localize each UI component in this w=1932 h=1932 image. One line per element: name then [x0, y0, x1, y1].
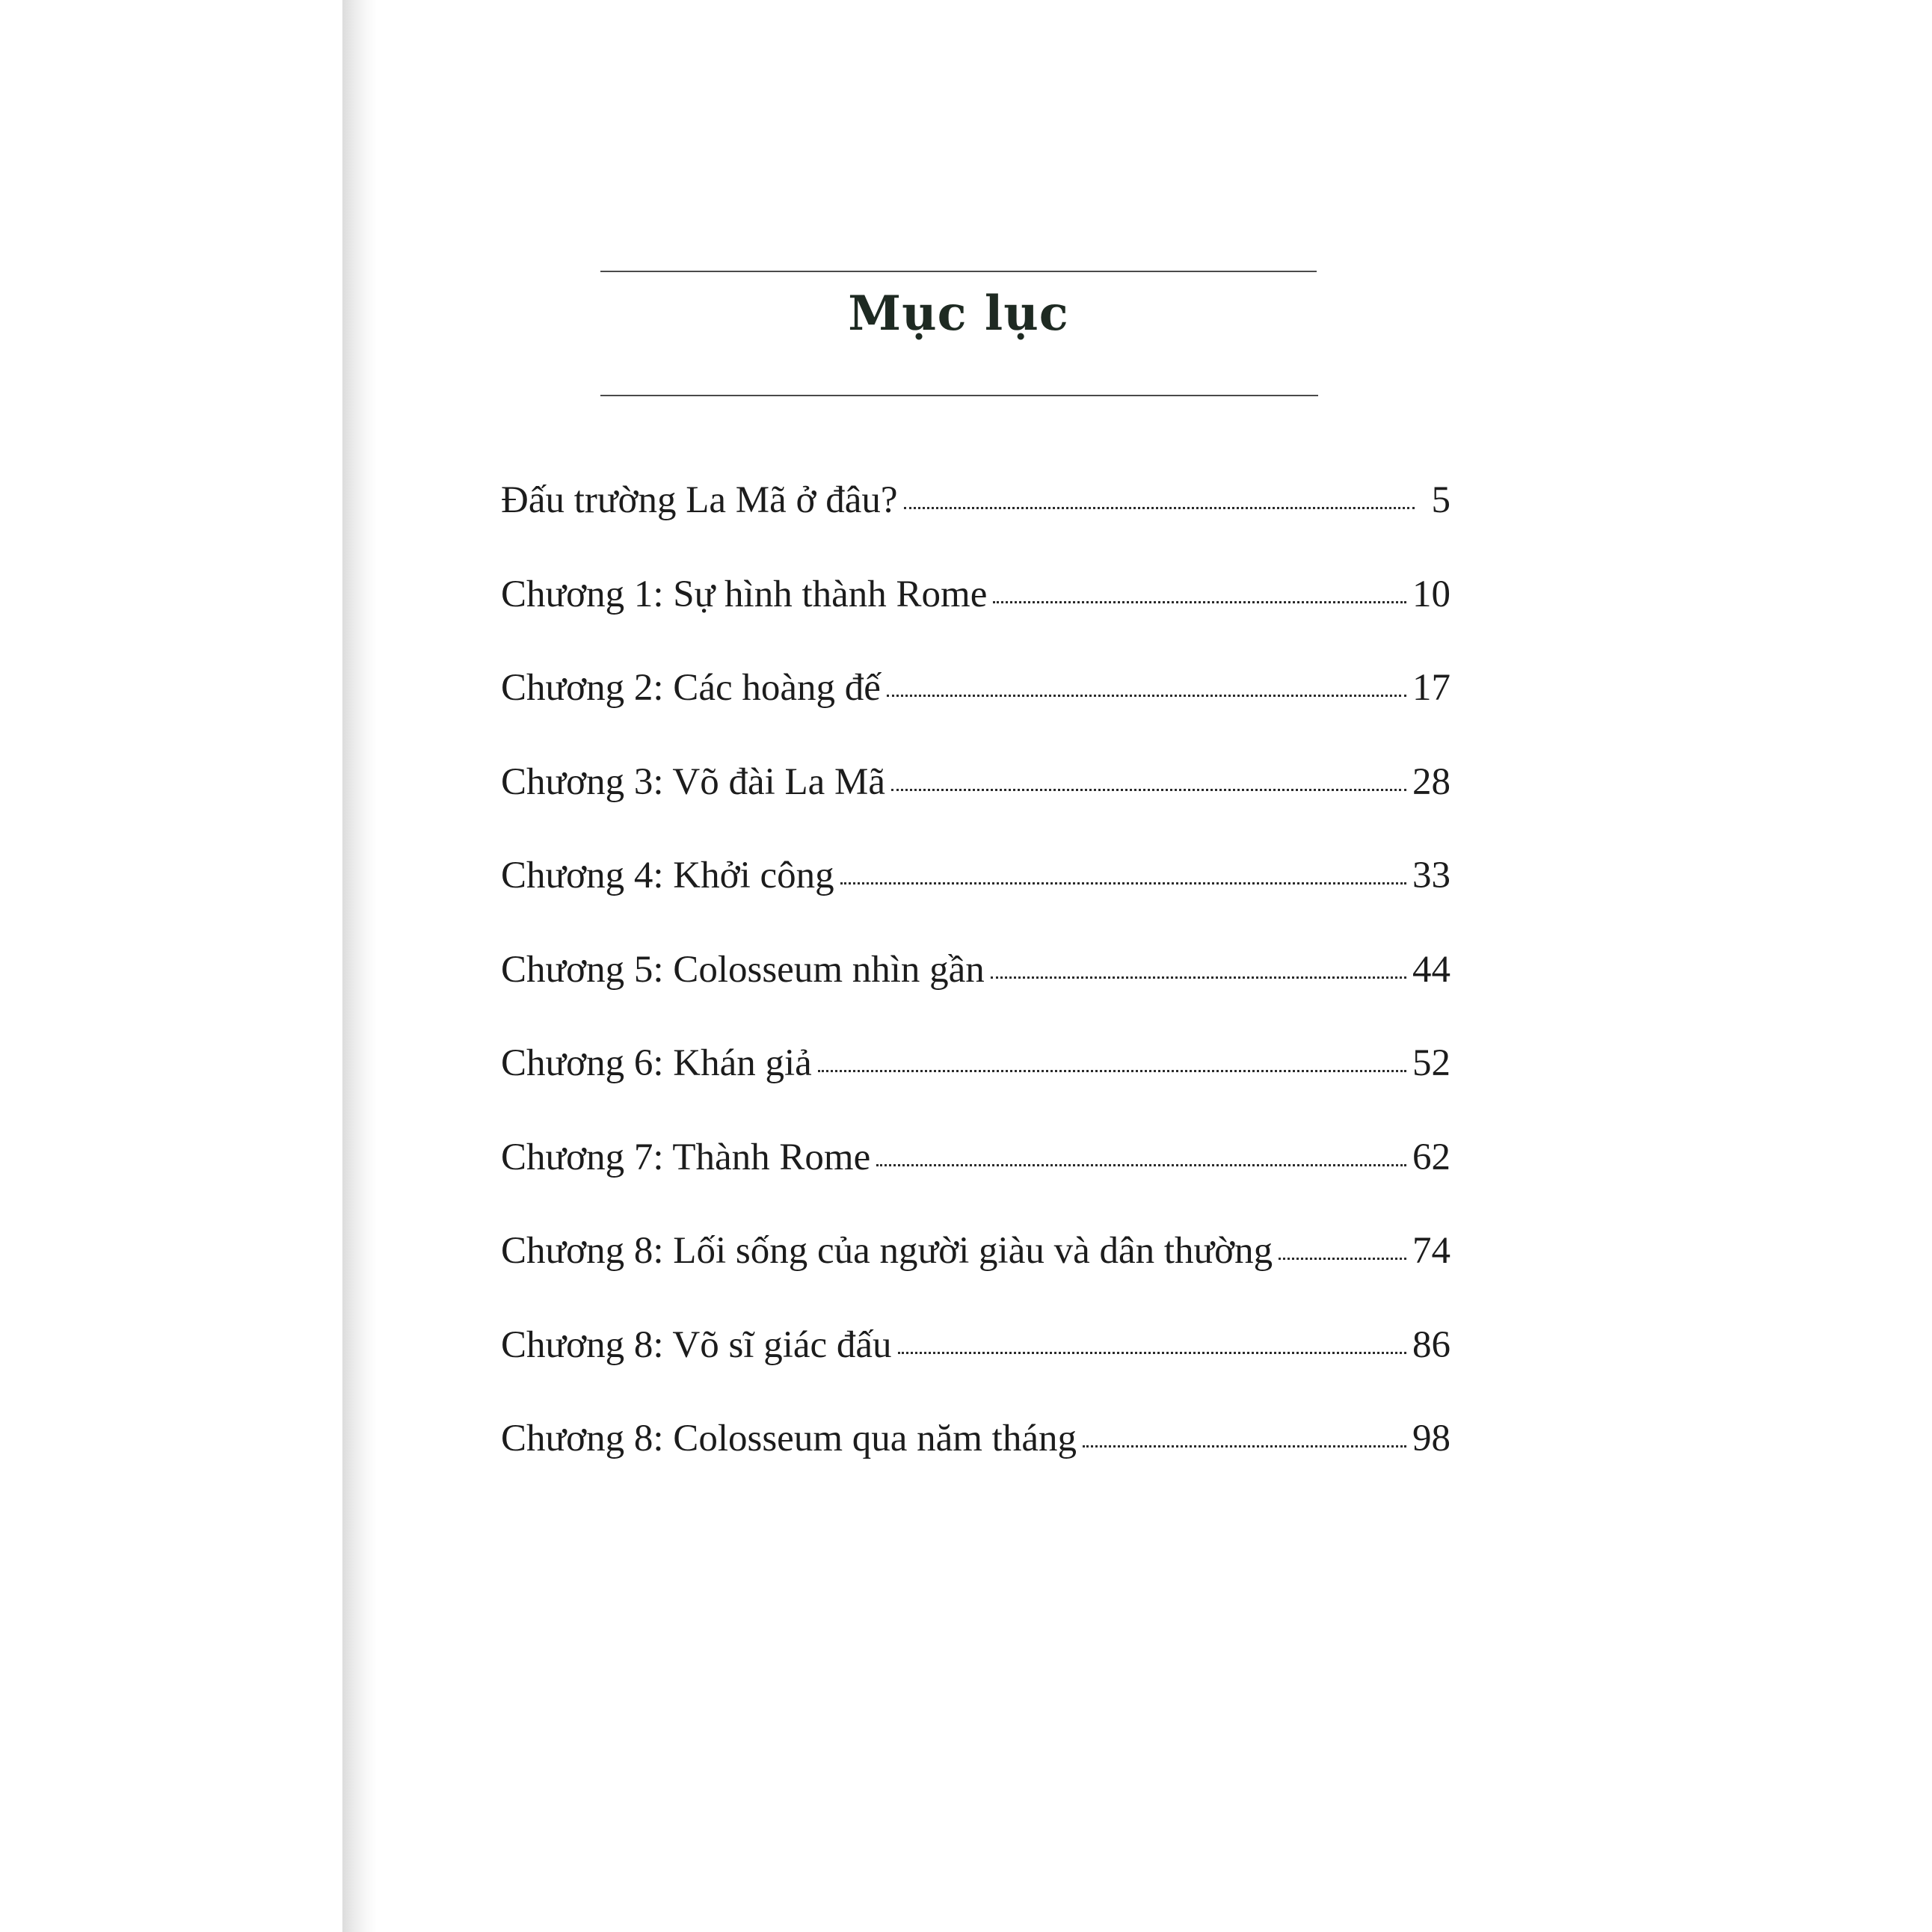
toc-entry-title: Chương 8: Võ sĩ giác đấu [501, 1323, 892, 1366]
toc-entry-page: 74 [1412, 1230, 1450, 1272]
toc-entry-title: Chương 7: Thành Rome [501, 1136, 871, 1178]
toc-entry [501, 760, 1450, 855]
toc-entry-title: Chương 5: Colosseum nhìn gần [501, 948, 985, 991]
dot-leader [993, 601, 1406, 603]
toc-entry-page: 44 [1412, 948, 1450, 991]
toc-entry [501, 1417, 1450, 1511]
heading-top-rule [600, 271, 1317, 272]
toc-entry [501, 1229, 1450, 1323]
toc-entry [501, 1323, 1450, 1418]
toc-entry [501, 479, 1450, 573]
toc-entry-page: 17 [1412, 667, 1450, 709]
toc-entry-title: Đấu trường La Mã ở đâu? [501, 479, 898, 521]
dot-leader [887, 695, 1406, 697]
toc-entry-title: Chương 1: Sự hình thành Rome [501, 573, 988, 615]
page-title: Mục lục [848, 286, 1069, 342]
page-gutter-shadow [342, 0, 377, 1932]
heading-bottom-rule [600, 395, 1318, 396]
dot-leader [840, 882, 1406, 885]
toc-entry-page: 28 [1412, 760, 1450, 803]
toc-entry-page: 86 [1412, 1323, 1450, 1366]
dot-leader [991, 976, 1406, 979]
toc-entry-title: Chương 8: Colosseum qua năm tháng [501, 1418, 1077, 1459]
toc-entry [501, 573, 1450, 667]
dot-leader [818, 1070, 1406, 1072]
toc-entry-page: 98 [1412, 1418, 1450, 1459]
dot-leader [891, 789, 1406, 791]
toc-entry-page: 5 [1431, 479, 1450, 521]
toc-entry-title: Chương 6: Khán giả [501, 1042, 812, 1084]
dot-leader [1083, 1445, 1406, 1448]
toc-entry-title: Chương 8: Lối sống của người giàu và dân thường [501, 1230, 1273, 1272]
toc-entry-title: Chương 3: Võ đài La Mã [501, 760, 886, 803]
toc-entry-title: Chương 4: Khởi công [501, 855, 834, 896]
dot-leader [904, 507, 1415, 509]
toc-entry [501, 854, 1450, 948]
toc-entry-page: 62 [1412, 1136, 1450, 1178]
toc-entry-page: 52 [1412, 1042, 1450, 1084]
toc-entry [501, 1042, 1450, 1136]
dot-leader [898, 1352, 1406, 1354]
toc-entry-page: 33 [1412, 855, 1450, 896]
toc-entry-page: 10 [1412, 573, 1450, 615]
toc-entry [501, 1136, 1450, 1230]
table-of-contents [501, 479, 1450, 1511]
toc-entry [501, 666, 1450, 760]
toc-entry [501, 948, 1450, 1042]
dot-leader [1279, 1258, 1406, 1260]
toc-entry-title: Chương 2: Các hoàng đế [501, 667, 881, 709]
dot-leader [876, 1164, 1406, 1166]
